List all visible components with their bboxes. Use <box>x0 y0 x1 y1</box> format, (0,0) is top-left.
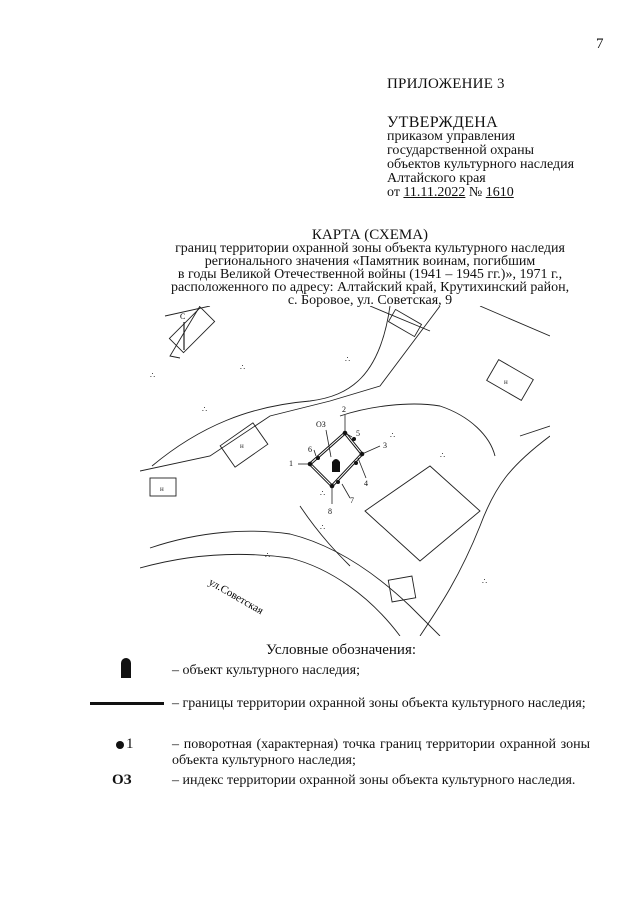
parcel-line <box>520 426 550 436</box>
map-description-line: с. Боровое, ул. Советская, 9 <box>287 293 453 308</box>
zone-index-label: ОЗ <box>316 420 326 429</box>
approval-block <box>387 130 574 200</box>
svg-text:∴: ∴ <box>150 371 156 380</box>
map-description-line: регионального значения «Памятник воинам, погибшим <box>204 254 536 269</box>
parcel-line <box>300 506 350 566</box>
building <box>169 307 214 352</box>
order-number-sign: № <box>468 185 483 200</box>
svg-text:∴: ∴ <box>265 551 271 560</box>
page-number: 7 <box>596 36 604 52</box>
building <box>365 466 480 561</box>
legend-text: – индекс территории охранной зоны объекта культурного наследия. <box>172 773 576 788</box>
legend-text: – границы территории охранной зоны объекта культурного наследия; <box>172 696 586 711</box>
monument-icon <box>121 658 131 678</box>
boundary-line-symbol <box>90 702 164 705</box>
legend-text: – объект культурного наследия; <box>172 663 360 678</box>
map-description-line: в годы Великой Отечественной войны (1941 – 1945 гг.)», 1971 г., <box>177 267 563 282</box>
building <box>220 423 268 467</box>
annex-title: ПРИЛОЖЕНИЕ 3 <box>387 76 505 92</box>
svg-text:∴: ∴ <box>202 405 208 414</box>
map-description <box>100 242 640 307</box>
building-mark: н <box>160 485 164 493</box>
map-title-block <box>100 228 640 307</box>
point-label: 4 <box>364 479 368 488</box>
map-description-line: расположенного по адресу: Алтайский край, Крутихинский район, <box>170 280 570 295</box>
order-line <box>387 186 574 200</box>
order-number: 1610 <box>485 185 514 200</box>
parcel-line <box>150 531 440 636</box>
point-label: 3 <box>383 441 387 450</box>
legend-title: Условные обозначения: <box>266 642 417 658</box>
building <box>487 360 534 401</box>
zone-index-symbol: ОЗ <box>112 772 132 788</box>
parcel-line <box>420 436 550 636</box>
svg-text:∴: ∴ <box>440 451 446 460</box>
approval-line: объектов культурного наследия <box>387 157 575 172</box>
parcel-line <box>480 306 550 336</box>
parcel-line <box>165 306 210 316</box>
monument-icon <box>332 459 340 472</box>
map-title: КАРТА (СХЕМА) <box>311 227 429 243</box>
parcel-line <box>152 306 390 466</box>
point-label: 5 <box>356 429 360 438</box>
approval-heading: УТВЕРЖДЕНА <box>387 114 499 131</box>
point-label: 6 <box>308 445 312 454</box>
north-marker: С <box>180 312 186 321</box>
order-prefix: от <box>387 185 400 200</box>
order-date: 11.11.2022 <box>403 185 466 200</box>
svg-text:∴: ∴ <box>482 577 488 586</box>
point-symbol <box>116 736 134 753</box>
approval-line: государственной охраны <box>387 143 535 158</box>
svg-text:∴: ∴ <box>240 363 246 372</box>
legend-text: – поворотная (характерная) точка границ территории охранной зоны объекта культурного наследия; <box>172 737 590 768</box>
point-label: 2 <box>342 405 346 414</box>
site-map <box>140 306 550 636</box>
building-mark: н <box>504 378 508 386</box>
map-description-line: границ территории охранной зоны объекта культурного наследия <box>175 241 565 256</box>
point-label: 1 <box>289 459 293 468</box>
street-label: ул.Советская <box>206 576 266 618</box>
point-symbol-label: 1 <box>126 736 134 752</box>
building-mark: н <box>240 442 244 450</box>
point-label: 8 <box>328 507 332 516</box>
parcel-line <box>370 306 430 331</box>
parcel-line <box>340 404 495 456</box>
point-icon <box>116 741 124 749</box>
svg-text:∴: ∴ <box>345 355 351 364</box>
svg-text:∴: ∴ <box>390 431 396 440</box>
building <box>389 309 422 336</box>
approval-line: приказом управления <box>387 129 516 144</box>
approval-line: Алтайского края <box>387 171 486 186</box>
svg-text:∴: ∴ <box>320 523 326 532</box>
point-label: 7 <box>350 496 354 505</box>
svg-text:∴: ∴ <box>320 489 326 498</box>
